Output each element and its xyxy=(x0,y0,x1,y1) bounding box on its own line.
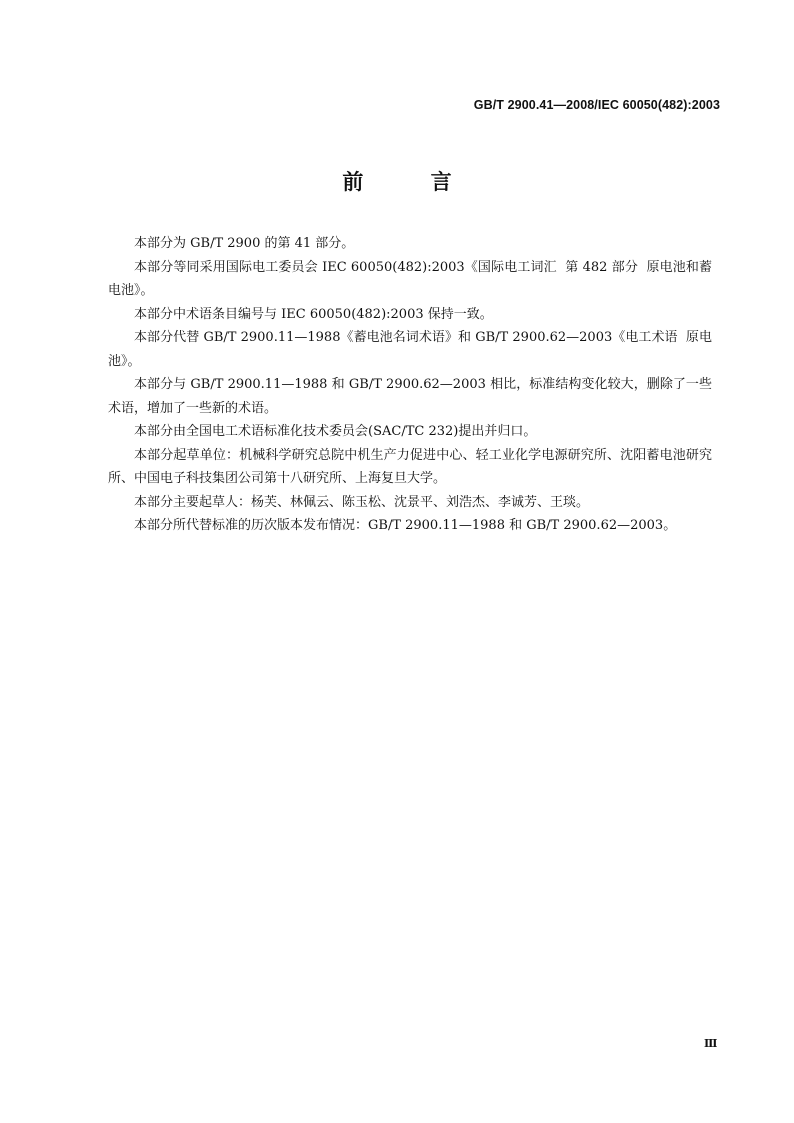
paragraph-drafters: 本部分主要起草人：杨芙、林佩云、陈玉松、沈景平、刘浩杰、李诚芳、王琰。 xyxy=(134,494,590,510)
paragraph-drafting-units: 本部分起草单位：机械科学研究总院中机生产力促进中心、轻工业化学电源研究所、沈阳蓄电池研究所、中国电子科技集团公司第十八研究所、上海复旦大学。 xyxy=(108,447,712,486)
standard-code-header: GB/T 2900.41—2008/IEC 60050(482):2003 xyxy=(473,98,720,112)
page-title: 前 言 xyxy=(342,170,482,194)
paragraph-previous-editions: 本部分所代替标准的历次版本发布情况：GB/T 2900.11—1988 和 GB/T 2900.62—2003。 xyxy=(134,518,677,533)
page-number: Ⅲ xyxy=(704,1037,718,1050)
paragraph-part-number: 本部分为 GB/T 2900 的第 41 部分。 xyxy=(134,236,355,251)
paragraph-replaces: 本部分代替 GB/T 2900.11—1988《蓄电池名词术语》和 GB/T 2900.62—2003《电工术语 原电池》。 xyxy=(108,330,712,369)
paragraph-proposed-by: 本部分由全国电工术语标准化技术委员会(SAC/TC 232)提出并归口。 xyxy=(134,424,537,439)
foreword-body xyxy=(108,232,712,538)
paragraph-changes: 本部分与 GB/T 2900.11—1988 和 GB/T 2900.62—2003 相比，标准结构变化较大，删除了一些术语，增加了一些新的术语。 xyxy=(108,377,712,416)
paragraph-adoption: 本部分等同采用国际电工委员会 IEC 60050(482):2003《国际电工词汇 第 482 部分 原电池和蓄电池》。 xyxy=(108,259,712,298)
paragraph-term-numbering: 本部分中术语条目编号与 IEC 60050(482):2003 保持一致。 xyxy=(134,306,493,322)
